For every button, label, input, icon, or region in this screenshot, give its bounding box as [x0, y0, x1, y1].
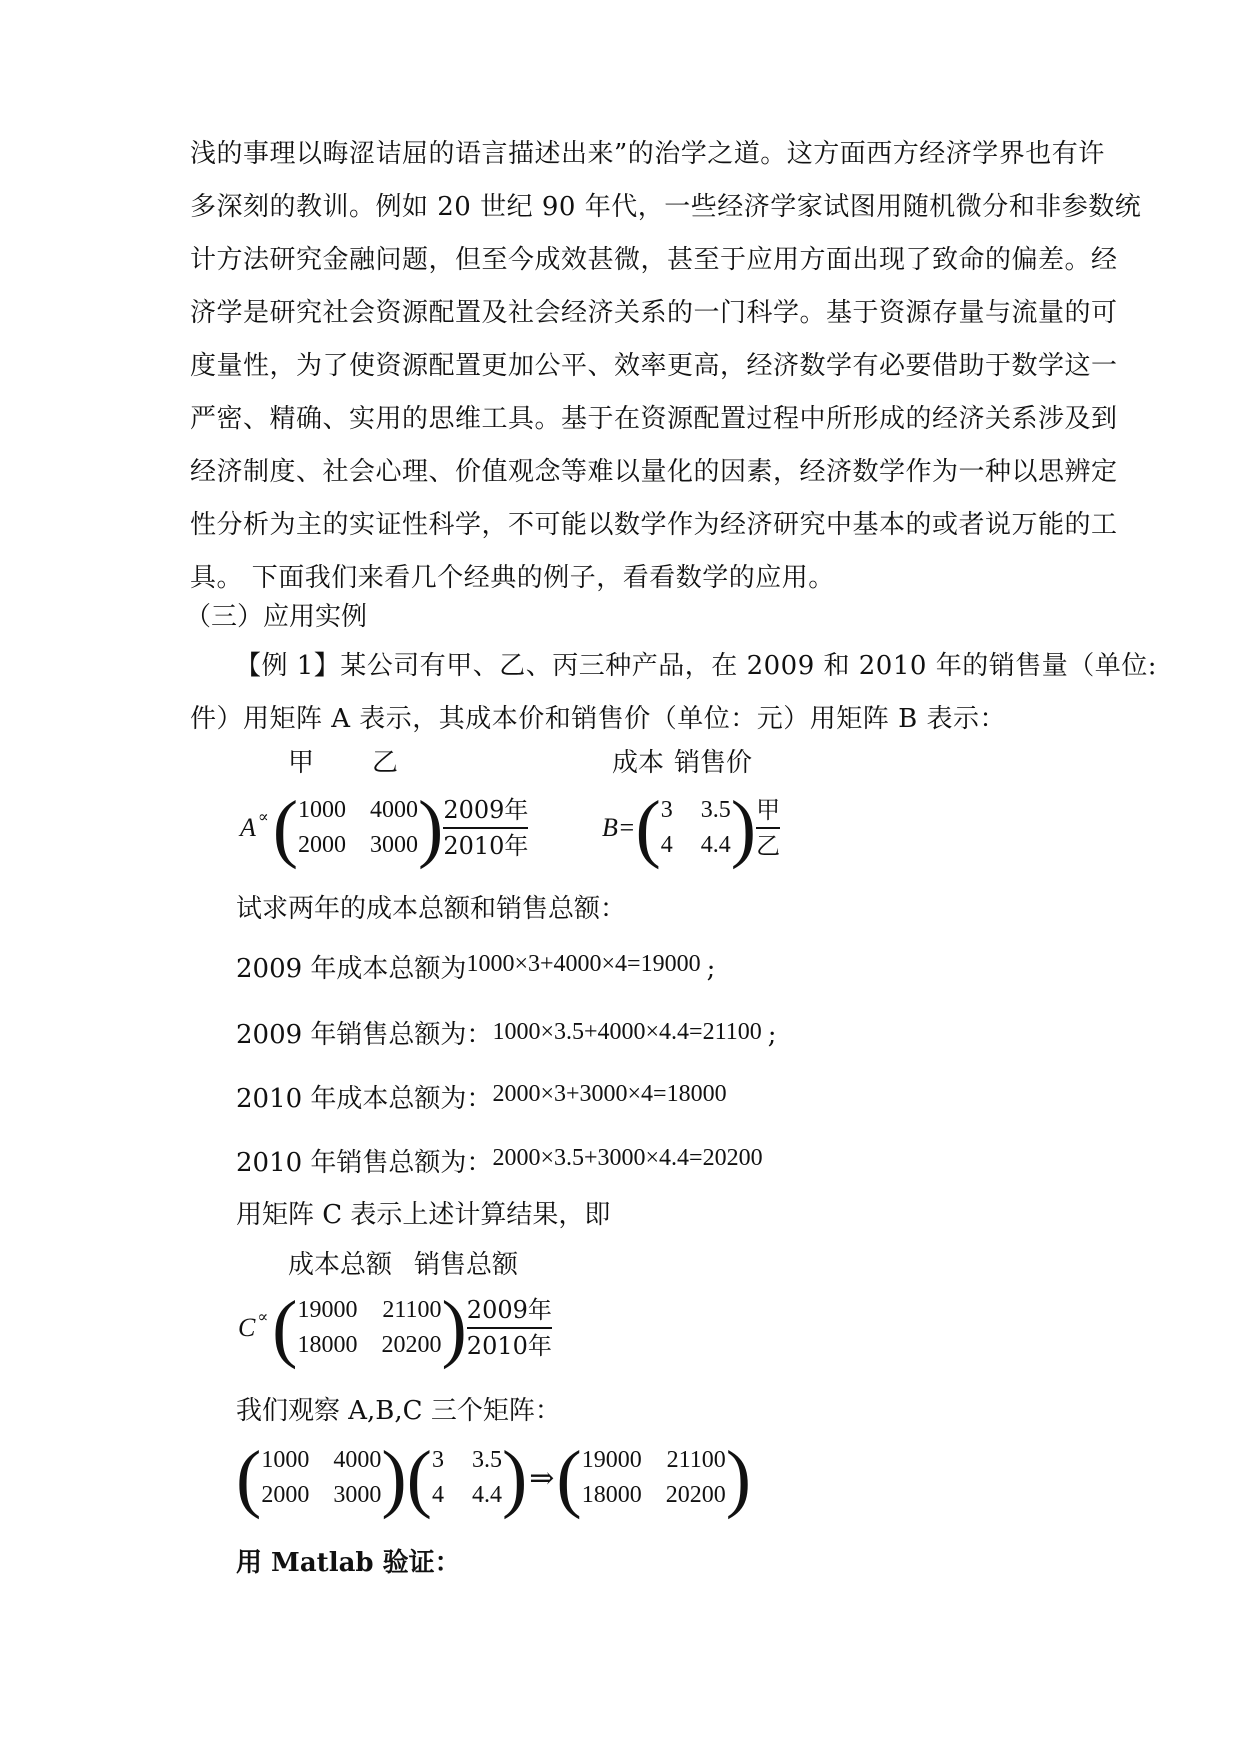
matrix-a [240, 786, 529, 870]
calc-expression: 1000×3.5+4000×4.4=21100 [492, 1019, 762, 1045]
observe-line: 我们观察 A,B,C 三个矩阵： [236, 1396, 561, 1426]
matrix-cell: 2000 [261, 1482, 310, 1508]
paragraph-line: 具。 下面我们来看几个经典的例子，看看数学的应用。 [190, 563, 835, 593]
matrix-a-row-labels [443, 793, 528, 863]
matrix-c-name: C [238, 1313, 256, 1342]
left-paren: ( [272, 1286, 298, 1370]
example-line: 【例 1】某公司有甲、乙、丙三种产品，在 2009 和 2010 年的销售量（单位: [235, 651, 1157, 681]
calc-label: 2010 年成本总额为： [236, 1084, 493, 1114]
calc-label: 2009 年成本总额为 [236, 954, 467, 984]
matrix-cell: 3000 [370, 832, 419, 858]
example-paragraph [190, 640, 1157, 746]
right-paren: ) [441, 1286, 467, 1370]
paragraph-line: 计方法研究金融问题，但至今成效甚微，甚至于应用方面出现了致命的偏差。经 [190, 245, 1118, 275]
calc-expression: 1000×3+4000×4=19000 [466, 951, 701, 977]
matrix-b-entries [661, 797, 731, 859]
matrix-b-row-labels [756, 793, 780, 863]
matrix-cell: 19000 [297, 1297, 358, 1323]
product-equation [236, 1436, 752, 1520]
matrix-c [238, 1286, 552, 1370]
matrix-c-intro: 用矩阵 C 表示上述计算结果，即 [236, 1200, 611, 1230]
matrix-c-row-labels [467, 1293, 552, 1363]
product-matrix-1 [261, 1447, 381, 1509]
matrix-cell: 21100 [382, 1297, 442, 1323]
matrix-cell: 4 [431, 1482, 444, 1508]
left-paren: ( [556, 1436, 582, 1520]
matrix-cell: 18000 [297, 1332, 358, 1358]
row-label: 乙 [756, 832, 781, 860]
matrix-cell: 3 [431, 1447, 444, 1473]
matrix-cell: 4.4 [700, 832, 731, 858]
paragraph-line: 经济制度、社会心理、价值观念等难以量化的因素，经济数学作为一种以思辨定 [190, 457, 1118, 487]
calc-expression: 2000×3.5+3000×4.4=20200 [492, 1145, 763, 1171]
matrix-cell: 3.5 [700, 797, 731, 823]
matrix-b-col-label: 销售价 [674, 748, 753, 778]
verify-line: 用 Matlab 验证： [236, 1548, 461, 1578]
matrix-b [602, 786, 781, 870]
example-line: 件）用矩阵 A 表示，其成本价和销售价（单位：元）用矩阵 B 表示： [190, 704, 1006, 734]
matrix-cell: 2000 [298, 832, 347, 858]
matrix-cell: 1000 [298, 797, 347, 823]
row-label: 2009年 [443, 793, 528, 829]
matrix-b-col-label: 成本 [612, 748, 665, 778]
calc-tail: ; [767, 1020, 777, 1050]
paragraph-line: 济学是研究社会资源配置及社会经济关系的一门科学。基于资源存量与流量的可 [190, 298, 1118, 328]
matrix-a-col-label: 乙 [372, 748, 399, 778]
calc-label: 2010 年销售总额为： [236, 1148, 493, 1178]
row-label: 甲 [756, 793, 780, 829]
matrix-cell: 21100 [666, 1447, 726, 1473]
product-matrix-2 [432, 1447, 502, 1509]
product-matrix-3 [582, 1447, 726, 1509]
paragraph-line: 浅的事理以晦涩诘屈的语言描述出来”的治学之道。这方面西方经济学界也有许 [190, 139, 1105, 169]
matrix-a-col-label: 甲 [288, 748, 315, 778]
matrix-c-col-label: 成本总额 [288, 1250, 393, 1280]
matrix-b-name: B= [602, 813, 636, 842]
left-paren: ( [406, 1436, 432, 1520]
matrix-cell: 19000 [581, 1447, 642, 1473]
intro-paragraph [190, 128, 1142, 605]
calc-line [236, 1078, 727, 1115]
paragraph-line: 性分析为主的实证性科学，不可能以数学作为经济研究中基本的或者说万能的工 [190, 510, 1118, 540]
calc-line [236, 1142, 763, 1179]
paragraph-line: 多深刻的教训。例如 20 世纪 90 年代，一些经济学家试图用随机微分和非参数统 [190, 192, 1142, 222]
right-paren: ) [381, 1436, 407, 1520]
calc-line [236, 948, 715, 985]
right-paren: ) [501, 1436, 528, 1520]
calc-expression: 2000×3+3000×4=18000 [492, 1081, 727, 1107]
matrix-c-entries [297, 1297, 441, 1359]
matrix-cell: 1000 [261, 1447, 310, 1473]
matrix-cell: 4000 [370, 797, 419, 823]
matrix-a-entries [298, 797, 418, 859]
matrix-a-name: A [240, 813, 256, 842]
matrix-cell: 3.5 [471, 1447, 502, 1473]
left-paren: ( [272, 786, 299, 870]
proportional-symbol: ∝ [257, 809, 269, 826]
ask-line: 试求两年的成本总额和销售总额： [236, 894, 627, 924]
row-label: 2009年 [467, 1293, 552, 1329]
matrix-cell: 20200 [381, 1332, 442, 1358]
matrix-cell: 4 [660, 832, 673, 858]
section-heading: （三）应用实例 [185, 602, 368, 632]
proportional-symbol: ∝ [257, 1309, 269, 1326]
matrix-cell: 20200 [665, 1482, 726, 1508]
row-label: 2010年 [443, 832, 529, 860]
left-paren: ( [635, 786, 661, 870]
calc-tail: ; [706, 954, 716, 984]
right-paren: ) [725, 1436, 752, 1520]
row-label: 2010年 [466, 1332, 552, 1360]
calc-label: 2009 年销售总额为： [236, 1020, 493, 1050]
matrix-c-col-label: 销售总额 [414, 1250, 519, 1280]
matrix-cell: 3000 [333, 1482, 382, 1508]
matrix-cell: 4.4 [471, 1482, 502, 1508]
matrix-cell: 3 [660, 797, 673, 823]
matrix-cell: 4000 [333, 1447, 382, 1473]
paragraph-line: 严密、精确、实用的思维工具。基于在资源配置过程中所形成的经济关系涉及到 [190, 404, 1118, 434]
calc-line [236, 1014, 776, 1051]
paragraph-line: 度量性，为了使资源配置更加公平、效率更高，经济数学有必要借助于数学这一 [190, 351, 1118, 381]
right-paren: ) [418, 786, 444, 870]
matrix-cell: 18000 [581, 1482, 642, 1508]
right-paren: ) [730, 786, 757, 870]
implies-arrow: ⇒ [529, 1461, 555, 1495]
left-paren: ( [236, 1436, 262, 1520]
